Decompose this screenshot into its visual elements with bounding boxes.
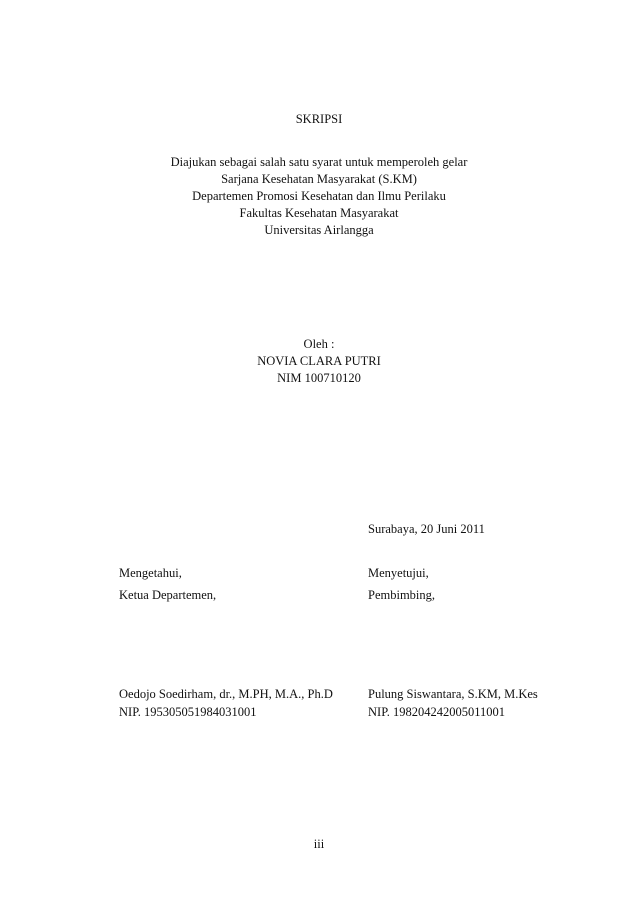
- document-title: SKRIPSI: [295, 112, 343, 126]
- purpose-block: [0, 154, 638, 239]
- author-nim: NIM 100710120: [277, 371, 361, 385]
- left-acknowledge-label: Mengetahui,: [119, 566, 182, 580]
- by-label: Oleh :: [303, 337, 335, 351]
- right-signatory-name: Pulung Siswantara, S.KM, M.Kes: [368, 687, 538, 701]
- author-name: NOVIA CLARA PUTRI: [257, 354, 381, 368]
- author-block: [0, 336, 638, 387]
- place-date: Surabaya, 20 Juni 2011: [368, 522, 485, 536]
- right-role: Pembimbing,: [368, 588, 436, 602]
- purpose-line: Universitas Airlangga: [264, 223, 374, 237]
- purpose-line: Departemen Promosi Kesehatan dan Ilmu Perilaku: [192, 189, 446, 203]
- page-number: iii: [313, 837, 325, 851]
- left-signatory-name: Oedojo Soedirham, dr., M.PH, M.A., Ph.D: [119, 687, 333, 701]
- left-role: Ketua Departemen,: [119, 588, 217, 602]
- right-approve-label: Menyetujui,: [368, 566, 429, 580]
- purpose-line: Fakultas Kesehatan Masyarakat: [239, 206, 399, 220]
- purpose-line: Sarjana Kesehatan Masyarakat (S.KM): [221, 172, 417, 186]
- purpose-line: Diajukan sebagai salah satu syarat untuk memperoleh gelar: [170, 155, 468, 169]
- left-signatory-nip: NIP. 195305051984031001: [119, 705, 257, 719]
- right-signatory-nip: NIP. 198204242005011001: [368, 705, 506, 719]
